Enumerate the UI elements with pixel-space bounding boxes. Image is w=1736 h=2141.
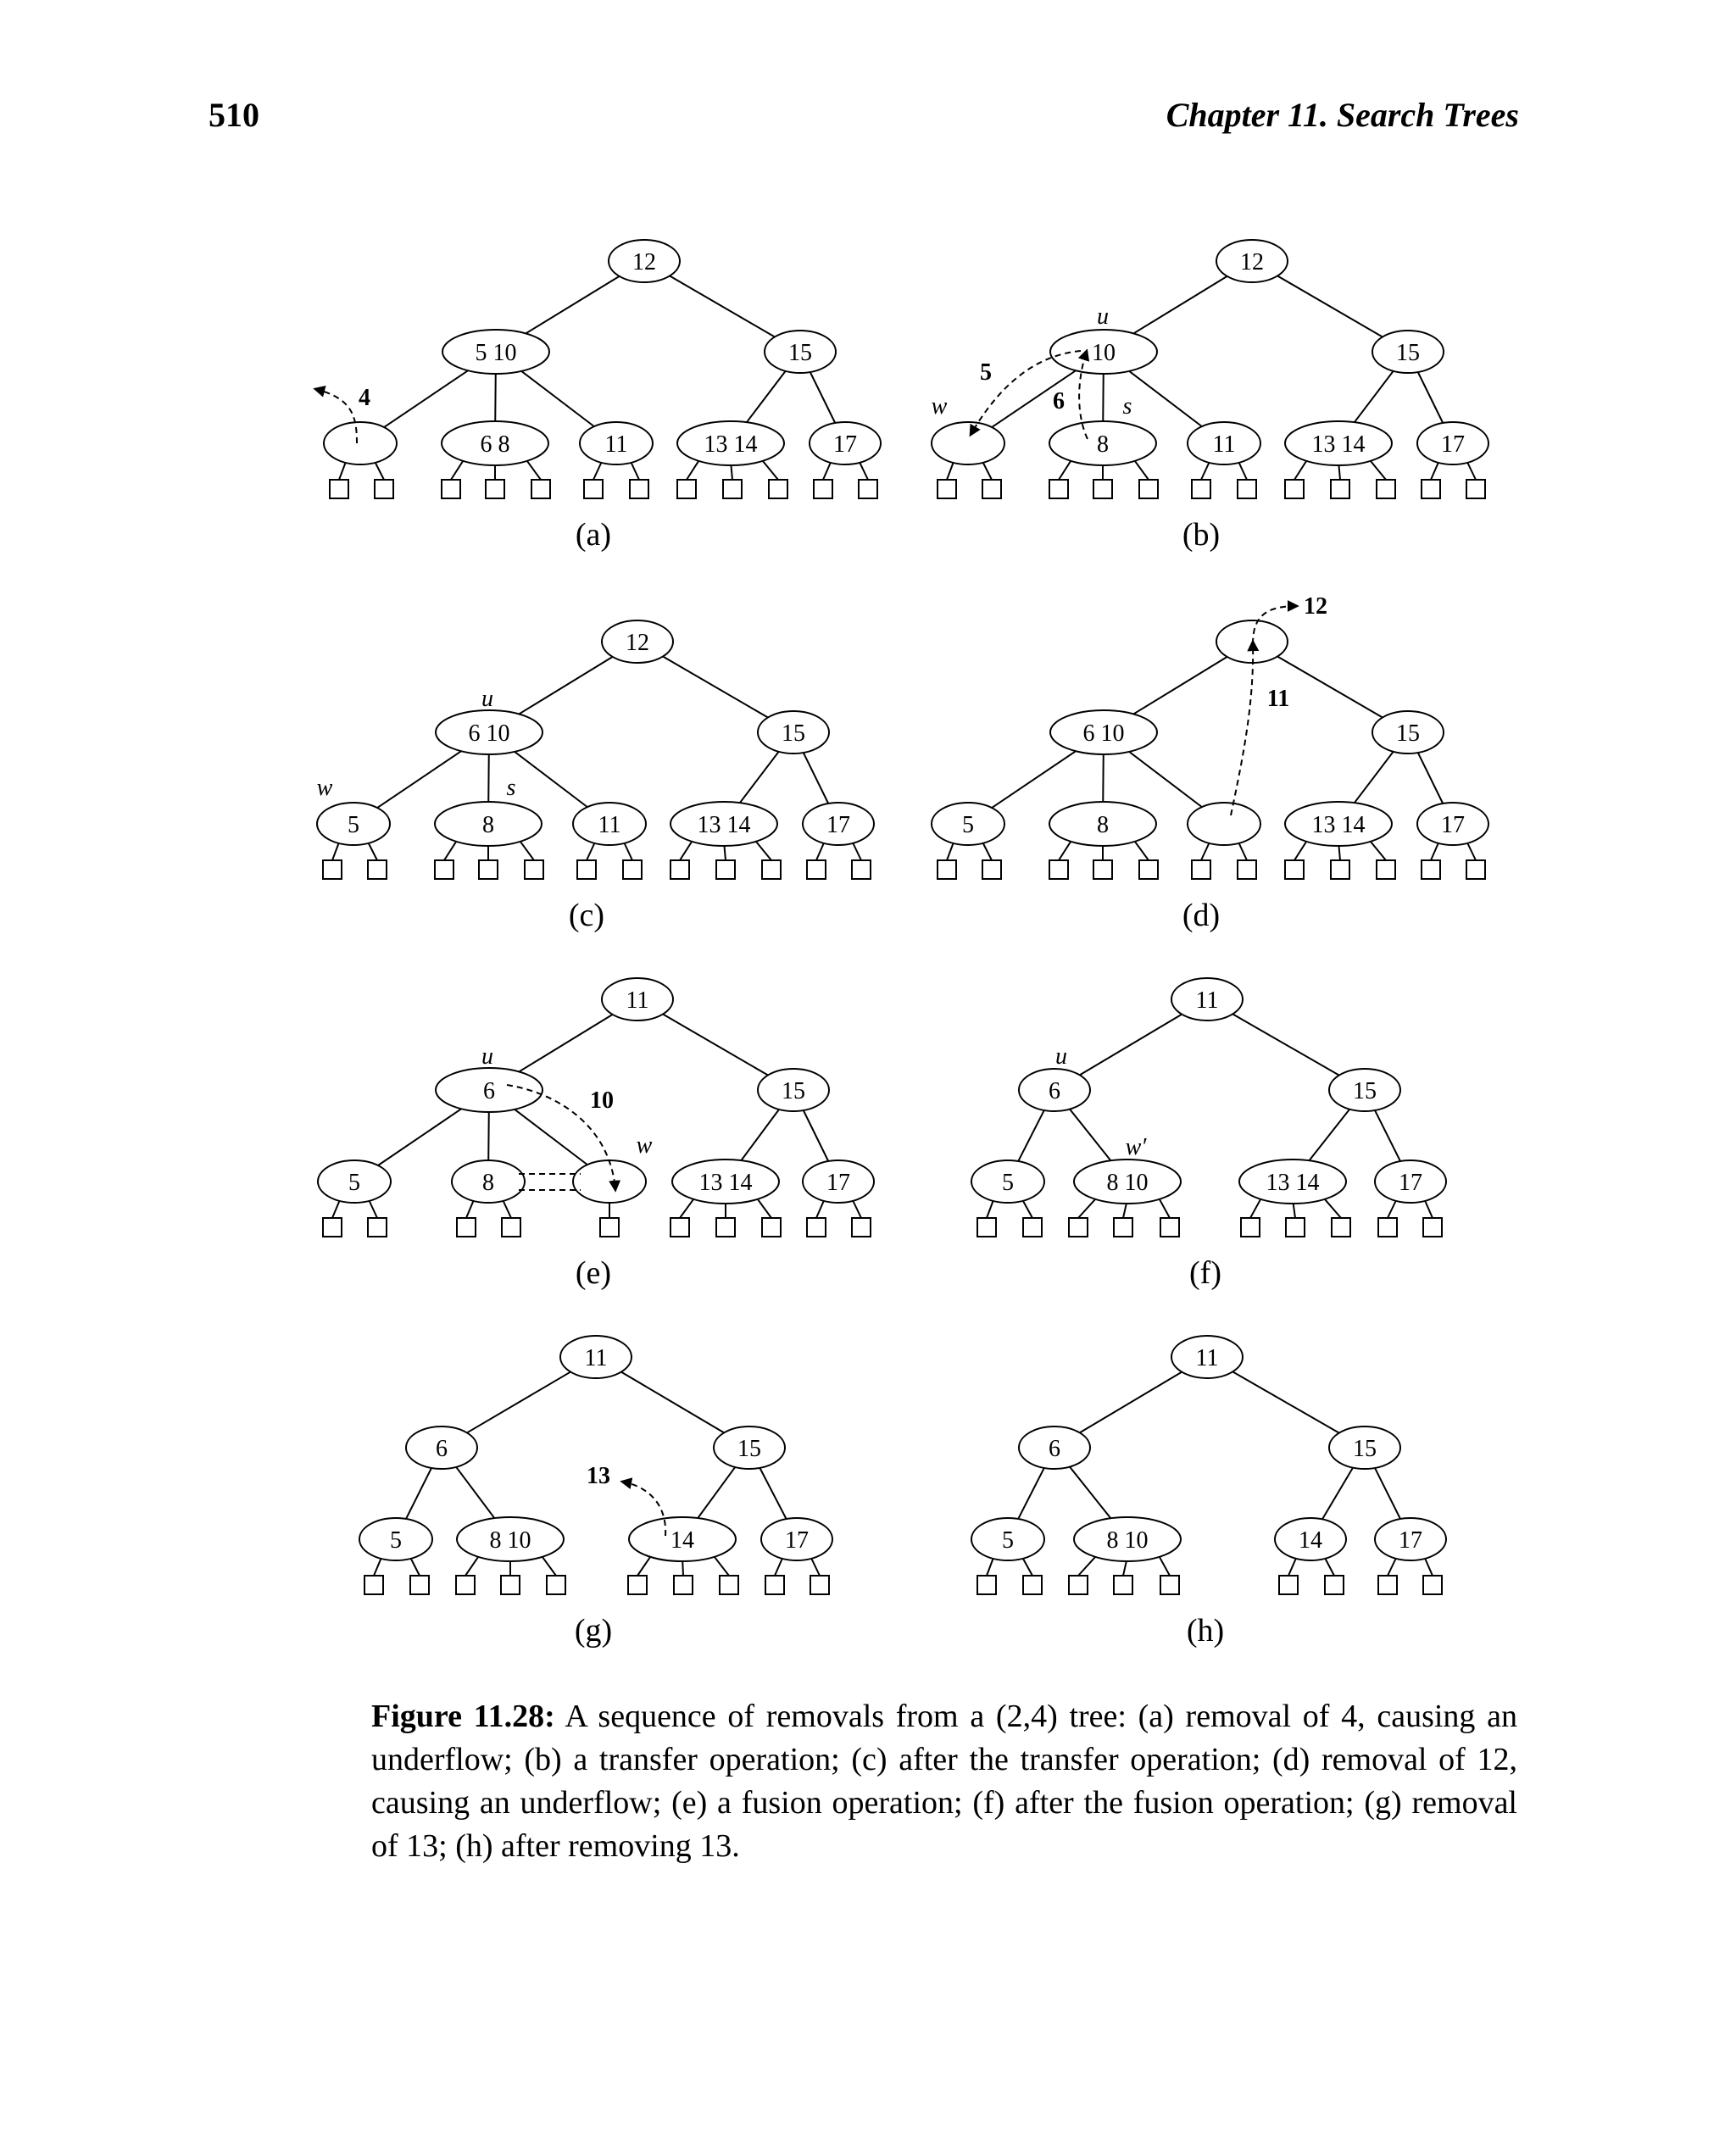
tree-edge [670, 275, 775, 336]
node-rl-key: 13 14 [704, 431, 758, 458]
leaf-node [1377, 860, 1395, 879]
panel-e [318, 978, 874, 1291]
leaf-node [762, 1218, 781, 1237]
node-ll-key: 5 [348, 1170, 360, 1196]
node-right-key: 15 [1396, 720, 1420, 747]
tree-edge [698, 1467, 735, 1518]
leaf-node [1331, 860, 1349, 879]
leaf-node [807, 1218, 826, 1237]
leaf-node [852, 860, 871, 879]
tree-edge [1070, 1109, 1110, 1161]
tree-edge [1129, 752, 1202, 807]
leaf-node [1422, 480, 1440, 498]
leaf-node [1139, 480, 1158, 498]
node-rr-key: 17 [826, 812, 850, 838]
label-s: s [506, 775, 516, 801]
leaf-node [674, 1576, 693, 1594]
label-u: u [481, 1043, 493, 1070]
leaf-node [623, 860, 642, 879]
tree-edge [1375, 1110, 1400, 1161]
tree-edge [519, 1015, 612, 1072]
node-root-key: 11 [1195, 987, 1219, 1014]
tree-edge [1080, 1372, 1182, 1433]
tree-edge [1355, 371, 1394, 422]
tree-edge [1277, 656, 1383, 717]
node-lm-key: 8 10 [1106, 1170, 1149, 1196]
tree-edge [406, 1468, 431, 1519]
panel-a [315, 240, 881, 553]
leaf-node [1238, 480, 1256, 498]
tree-edge [663, 1014, 768, 1075]
leaf-edge [1371, 842, 1386, 860]
leaf-node [1192, 480, 1210, 498]
leaf-node [716, 860, 735, 879]
node-lm-key: 8 [482, 812, 494, 838]
leaf-node [1238, 860, 1256, 879]
node-left-key: 10 [1092, 340, 1116, 366]
leaf-node [765, 1576, 784, 1594]
tree-edge [804, 753, 828, 804]
leaf-node [938, 860, 956, 879]
tree-edge [1018, 1468, 1044, 1519]
node-root-key: 12 [1240, 249, 1264, 275]
chapter-title: Chapter 11. Search Trees [1166, 96, 1519, 134]
leaf-node [577, 860, 596, 879]
panel-label-g: (g) [574, 1613, 613, 1649]
leaf-node [670, 860, 689, 879]
tree-edge [456, 1467, 494, 1518]
tree-edge [515, 1109, 587, 1165]
tree-edge [1232, 1014, 1339, 1075]
leaf-node [1423, 1218, 1442, 1237]
node-rl-key: 13 14 [697, 812, 751, 838]
node-rr-key: 17 [1399, 1170, 1422, 1196]
leaf-node [630, 480, 648, 498]
node-rr-key: 17 [785, 1527, 809, 1554]
tree-edge [1375, 1468, 1400, 1519]
leaf-node [982, 480, 1001, 498]
node-lr-key: 11 [598, 812, 621, 838]
node-lr [573, 1160, 646, 1203]
leaf-node [1331, 480, 1349, 498]
removed-key-label: 12 [1304, 593, 1327, 620]
node-root-key: 11 [626, 987, 649, 1014]
leaf-node [1422, 860, 1440, 879]
leaf-node [814, 480, 832, 498]
leaf-edge [1250, 1199, 1260, 1218]
leaf-node [375, 480, 393, 498]
tree-edge [747, 371, 786, 422]
node-right-key: 15 [782, 1078, 805, 1104]
node-lm-key: 8 [482, 1170, 494, 1196]
leaf-node [435, 860, 453, 879]
leaf-node [628, 1576, 647, 1594]
node-rr-key: 17 [1441, 431, 1465, 458]
leaf-node [368, 1218, 387, 1237]
leaf-node [1286, 1218, 1305, 1237]
node-right-key: 15 [1353, 1436, 1377, 1462]
panel-label-d: (d) [1182, 898, 1221, 933]
leaf-edge [680, 1199, 693, 1218]
panel-d [932, 593, 1488, 933]
leaf-edge [1059, 461, 1071, 480]
leaf-node [1049, 860, 1068, 879]
tree-edge [515, 752, 587, 807]
node-lr-key: 11 [604, 431, 628, 458]
node-ll [932, 422, 1004, 464]
label-s: s [1122, 393, 1132, 420]
node-left-key: 6 10 [1082, 720, 1125, 747]
tree-edge [1277, 275, 1383, 336]
node-ll-key: 5 [348, 812, 359, 838]
node-ll [324, 422, 397, 464]
tree-edge [526, 276, 619, 334]
node-lr-key: 11 [1212, 431, 1236, 458]
leaf-node [330, 480, 348, 498]
node-root-key: 11 [1195, 1345, 1219, 1371]
promote-arrow [1231, 642, 1253, 815]
node-right-key: 15 [782, 720, 805, 747]
leaf-edge [1059, 842, 1071, 860]
leaf-edge [756, 842, 771, 860]
leaf-node [720, 1576, 738, 1594]
panel-label-f: (f) [1189, 1255, 1221, 1291]
label-w: w [636, 1132, 653, 1159]
leaf-edge [1294, 842, 1306, 860]
leaf-edge [1160, 1199, 1170, 1218]
leaf-edge [451, 461, 463, 480]
node-rl-key: 13 14 [1266, 1170, 1320, 1196]
tree-edge [384, 370, 468, 427]
leaf-node [977, 1576, 996, 1594]
tree-edge [467, 1372, 570, 1433]
leaf-node [1241, 1218, 1260, 1237]
leaf-node [1023, 1218, 1042, 1237]
leaf-node [600, 1218, 619, 1237]
node-lm-key: 8 [1097, 431, 1109, 458]
moved-key-6: 6 [1053, 388, 1065, 414]
caption-text: A sequence of removals from a (2,4) tree: (a) removal of 4, causing an underflow; (b) a transfer operation; (c) after the transfer operation; (d) removal of 12, causing an underflow; (e) a fusion operation; (f) after the fusion operation; (g) removal of 13; (h) after removing 13. [371, 1699, 1518, 1864]
caption-label: Figure 11.28: [371, 1699, 555, 1734]
tree-edge [1322, 1468, 1353, 1520]
panel-c [317, 620, 874, 933]
leaf-node [410, 1576, 429, 1594]
node-rl-key: 14 [670, 1527, 694, 1554]
leaf-node [810, 1576, 829, 1594]
tree-edge [1309, 1109, 1349, 1161]
node-right-key: 15 [788, 340, 812, 366]
tree-edge [488, 1112, 489, 1160]
tree-edge [741, 1109, 779, 1160]
tree-edge [992, 751, 1076, 808]
label-w: w [931, 393, 948, 420]
node-lm-key: 8 10 [489, 1527, 531, 1554]
tree-edge [1103, 754, 1104, 802]
leaf-node [1114, 1576, 1132, 1594]
leaf-edge [758, 1199, 771, 1218]
leaf-node [501, 1576, 520, 1594]
leaf-node [547, 1576, 565, 1594]
node-rr-key: 17 [833, 431, 857, 458]
node-rr-key: 17 [1399, 1527, 1422, 1554]
tree-edge [1418, 753, 1443, 804]
leaf-node [457, 1218, 476, 1237]
leaf-node [442, 480, 460, 498]
leaf-node [1466, 860, 1485, 879]
leaf-node [1285, 860, 1304, 879]
leaf-node [977, 1218, 996, 1237]
node-root [1216, 620, 1288, 663]
tree-edge [810, 372, 835, 423]
leaf-edge [1078, 1199, 1095, 1218]
leaf-node [1332, 1218, 1350, 1237]
node-left-key: 6 [1049, 1078, 1060, 1104]
panel-label-h: (h) [1186, 1613, 1225, 1649]
leaf-node [479, 860, 498, 879]
leaf-node [762, 860, 781, 879]
leaf-edge [1371, 461, 1386, 480]
leaf-edge [527, 461, 541, 480]
tree-edge [621, 1372, 724, 1433]
leaf-edge [687, 461, 698, 480]
leaf-node [364, 1576, 383, 1594]
leaf-node [1114, 1218, 1132, 1237]
leaf-node [1049, 480, 1068, 498]
node-rr-key: 17 [826, 1170, 850, 1196]
leaf-node [1423, 1576, 1442, 1594]
removed-key-label: 13 [587, 1463, 610, 1489]
leaf-edge [637, 1557, 650, 1576]
node-lm-key: 8 [1097, 812, 1109, 838]
leaf-edge [1135, 461, 1149, 480]
tree-edge [1103, 374, 1104, 421]
leaf-node [502, 1218, 520, 1237]
moved-key-label: 11 [1266, 686, 1290, 712]
panel-f [971, 978, 1446, 1291]
node-lm-key: 6 8 [480, 431, 510, 458]
panel-label-b: (b) [1182, 517, 1221, 553]
node-rl-key: 13 14 [1311, 812, 1366, 838]
leaf-node [859, 480, 877, 498]
node-rl-key: 14 [1299, 1527, 1322, 1554]
node-right-key: 15 [737, 1436, 761, 1462]
leaf-node [1192, 860, 1210, 879]
leaf-edge [1294, 461, 1306, 480]
tree-edge [1018, 1110, 1044, 1161]
leaf-node [938, 480, 956, 498]
leaf-node [531, 480, 550, 498]
leaf-node [982, 860, 1001, 879]
leaf-node [1466, 480, 1485, 498]
leaf-node [1378, 1576, 1397, 1594]
page-number: 510 [209, 96, 259, 134]
tree-edge [1418, 372, 1443, 423]
leaf-edge [763, 461, 778, 480]
panel-label-c: (c) [568, 898, 605, 933]
leaf-node [1279, 1576, 1298, 1594]
leaf-node [1023, 1576, 1042, 1594]
leaf-node [456, 1576, 475, 1594]
leaf-edge [1078, 1557, 1095, 1576]
node-lr [1188, 803, 1260, 845]
figure-caption [371, 1695, 1517, 1868]
node-ll-key: 5 [1002, 1170, 1014, 1196]
label-u: u [481, 686, 493, 712]
leaf-edge [465, 1557, 478, 1576]
leaf-edge [1135, 842, 1149, 860]
node-left-key: 6 [1049, 1436, 1060, 1462]
node-ll-key: 5 [1002, 1527, 1014, 1554]
leaf-node [1139, 860, 1158, 879]
node-left-key: 6 [436, 1436, 448, 1462]
tree-edge [495, 374, 496, 421]
tree-edge [1129, 371, 1202, 426]
leaf-edge [444, 842, 456, 860]
label-w-prime: w′ [1125, 1134, 1147, 1160]
leaf-node [852, 1218, 871, 1237]
node-root-key: 12 [632, 249, 656, 275]
label-u: u [1055, 1043, 1067, 1070]
node-right-key: 15 [1396, 340, 1420, 366]
leaf-node [1093, 860, 1112, 879]
leaf-node [1069, 1218, 1088, 1237]
leaf-node [584, 480, 603, 498]
leaf-node [1160, 1218, 1179, 1237]
moved-key-label: 10 [590, 1087, 614, 1114]
tree-edge [804, 1110, 828, 1161]
leaf-edge [715, 1557, 729, 1576]
tree-edge [760, 1468, 786, 1519]
tree-edge [1070, 1467, 1110, 1519]
leaf-edge [520, 842, 534, 860]
leaf-node [323, 860, 342, 879]
tree-edge [378, 1109, 461, 1165]
leaf-node [1093, 480, 1112, 498]
panel-label-e: (e) [575, 1255, 612, 1291]
tree-edge [488, 754, 489, 802]
node-root-key: 11 [584, 1345, 608, 1371]
node-root-key: 12 [626, 630, 649, 656]
tree-edge [377, 751, 461, 808]
leaf-edge [680, 842, 692, 860]
leaf-node [677, 480, 696, 498]
leaf-node [769, 480, 787, 498]
leaf-node [486, 480, 504, 498]
leaf-node [323, 1218, 342, 1237]
leaf-node [670, 1218, 689, 1237]
label-w: w [316, 775, 333, 801]
panel-b [932, 240, 1488, 553]
panel-h [971, 1336, 1446, 1649]
node-rl-key: 13 14 [698, 1170, 753, 1196]
node-right-key: 15 [1353, 1078, 1377, 1104]
tree-edge [521, 371, 594, 426]
panel-label-a: (a) [575, 517, 612, 553]
node-lm-key: 8 10 [1106, 1527, 1149, 1554]
tree-edge [519, 657, 612, 715]
leaf-node [368, 860, 387, 879]
node-ll-key: 5 [962, 812, 974, 838]
leaf-edge [1325, 1199, 1341, 1218]
node-left-key: 5 10 [475, 340, 517, 366]
tree-edge [1232, 1371, 1339, 1432]
leaf-node [1378, 1218, 1397, 1237]
tree-edge [1080, 1015, 1182, 1076]
node-left-key: 6 [483, 1078, 495, 1104]
tree-edge [740, 752, 779, 803]
leaf-node [1325, 1576, 1344, 1594]
tree-edge [1133, 657, 1227, 715]
tree-edge [1355, 752, 1394, 803]
node-rr-key: 17 [1441, 812, 1465, 838]
node-rl-key: 13 14 [1311, 431, 1366, 458]
leaf-edge [1160, 1557, 1170, 1576]
node-ll-key: 5 [390, 1527, 402, 1554]
label-u: u [1097, 303, 1109, 330]
moved-key-5: 5 [980, 359, 992, 386]
tree-edge [1133, 276, 1227, 334]
panel-g [359, 1336, 832, 1649]
leaf-node [1069, 1576, 1088, 1594]
leaf-node [807, 860, 826, 879]
leaf-node [723, 480, 742, 498]
leaf-edge [542, 1557, 556, 1576]
leaf-node [1377, 480, 1395, 498]
leaf-node [716, 1218, 735, 1237]
tree-edge [663, 656, 768, 717]
leaf-node [525, 860, 543, 879]
leaf-node [1285, 480, 1304, 498]
node-left-key: 6 10 [468, 720, 510, 747]
leaf-node [1160, 1576, 1179, 1594]
removed-key-label: 4 [359, 385, 370, 411]
